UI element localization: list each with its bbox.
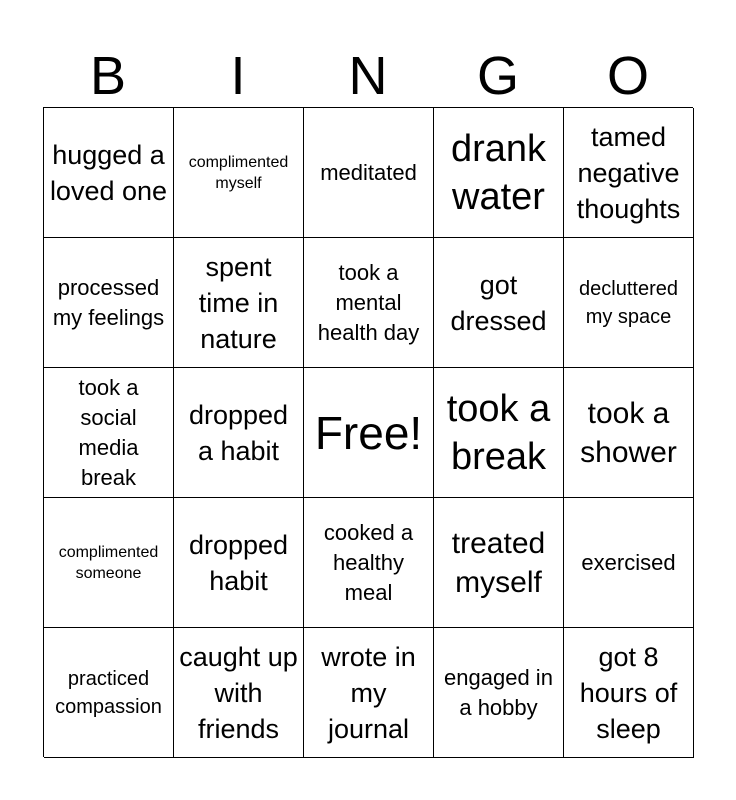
cell-text: dropped habit (188, 529, 289, 596)
bingo-cell[interactable] (434, 628, 564, 758)
bingo-cell[interactable] (304, 108, 434, 238)
free-space-cell[interactable] (304, 368, 434, 498)
cell-text: hugged a loved one (49, 139, 168, 206)
cell-text: caught up with friends (179, 641, 298, 744)
bingo-cell[interactable] (434, 238, 564, 368)
cell-text: took a mental health day (317, 259, 420, 345)
bingo-cell[interactable] (174, 498, 304, 628)
bingo-cell[interactable] (44, 628, 174, 758)
header-letter-g: G (476, 46, 519, 106)
cell-text: took a social media break (78, 374, 139, 490)
cell-text: took a shower (580, 396, 677, 469)
cell-text: practiced compassion (55, 667, 162, 718)
cell-text: exercised (581, 549, 676, 575)
cell-text: engaged in a hobby (444, 664, 553, 720)
cell-text: wrote in my journal (321, 641, 416, 744)
cell-text: got 8 hours of sleep (579, 641, 678, 744)
bingo-cell[interactable] (44, 238, 174, 368)
cell-text: complimented someone (58, 543, 159, 582)
cell-text: decluttered my space (579, 277, 678, 328)
cell-text: dropped a habit (188, 399, 289, 466)
bingo-cell[interactable] (44, 368, 174, 498)
bingo-cell[interactable] (564, 238, 694, 368)
cell-text: processed my feelings (52, 274, 165, 330)
bingo-cell[interactable] (434, 498, 564, 628)
cell-text: got dressed (450, 269, 547, 336)
header-letter-i: I (230, 46, 246, 106)
free-space-text: Free! (314, 406, 423, 459)
cell-text: tamed negative thoughts (576, 121, 681, 224)
cell-text: spent time in nature (198, 251, 279, 354)
cell-text: meditated (320, 159, 417, 185)
cell-text: complimented myself (188, 153, 289, 192)
bingo-cell[interactable] (44, 108, 174, 238)
bingo-cell[interactable] (304, 498, 434, 628)
bingo-cell[interactable] (174, 108, 304, 238)
cell-text: treated myself (451, 526, 546, 599)
bingo-cell[interactable] (44, 498, 174, 628)
bingo-cell[interactable] (564, 368, 694, 498)
cell-text: cooked a healthy meal (323, 519, 414, 605)
bingo-cell[interactable] (304, 628, 434, 758)
bingo-cell[interactable] (434, 368, 564, 498)
bingo-grid (43, 107, 693, 757)
bingo-cell[interactable] (564, 498, 694, 628)
header-letter-o: O (606, 46, 649, 106)
bingo-cell[interactable] (564, 628, 694, 758)
bingo-cell[interactable] (434, 108, 564, 238)
bingo-header (43, 45, 693, 107)
cell-text: drank water (450, 127, 547, 218)
header-letter-b: B (89, 46, 127, 106)
bingo-cell[interactable] (174, 238, 304, 368)
bingo-cell[interactable] (174, 368, 304, 498)
header-letter-n: N (348, 46, 388, 106)
bingo-cell[interactable] (564, 108, 694, 238)
bingo-cell[interactable] (174, 628, 304, 758)
cell-text: took a break (446, 387, 551, 478)
bingo-cell[interactable] (304, 238, 434, 368)
